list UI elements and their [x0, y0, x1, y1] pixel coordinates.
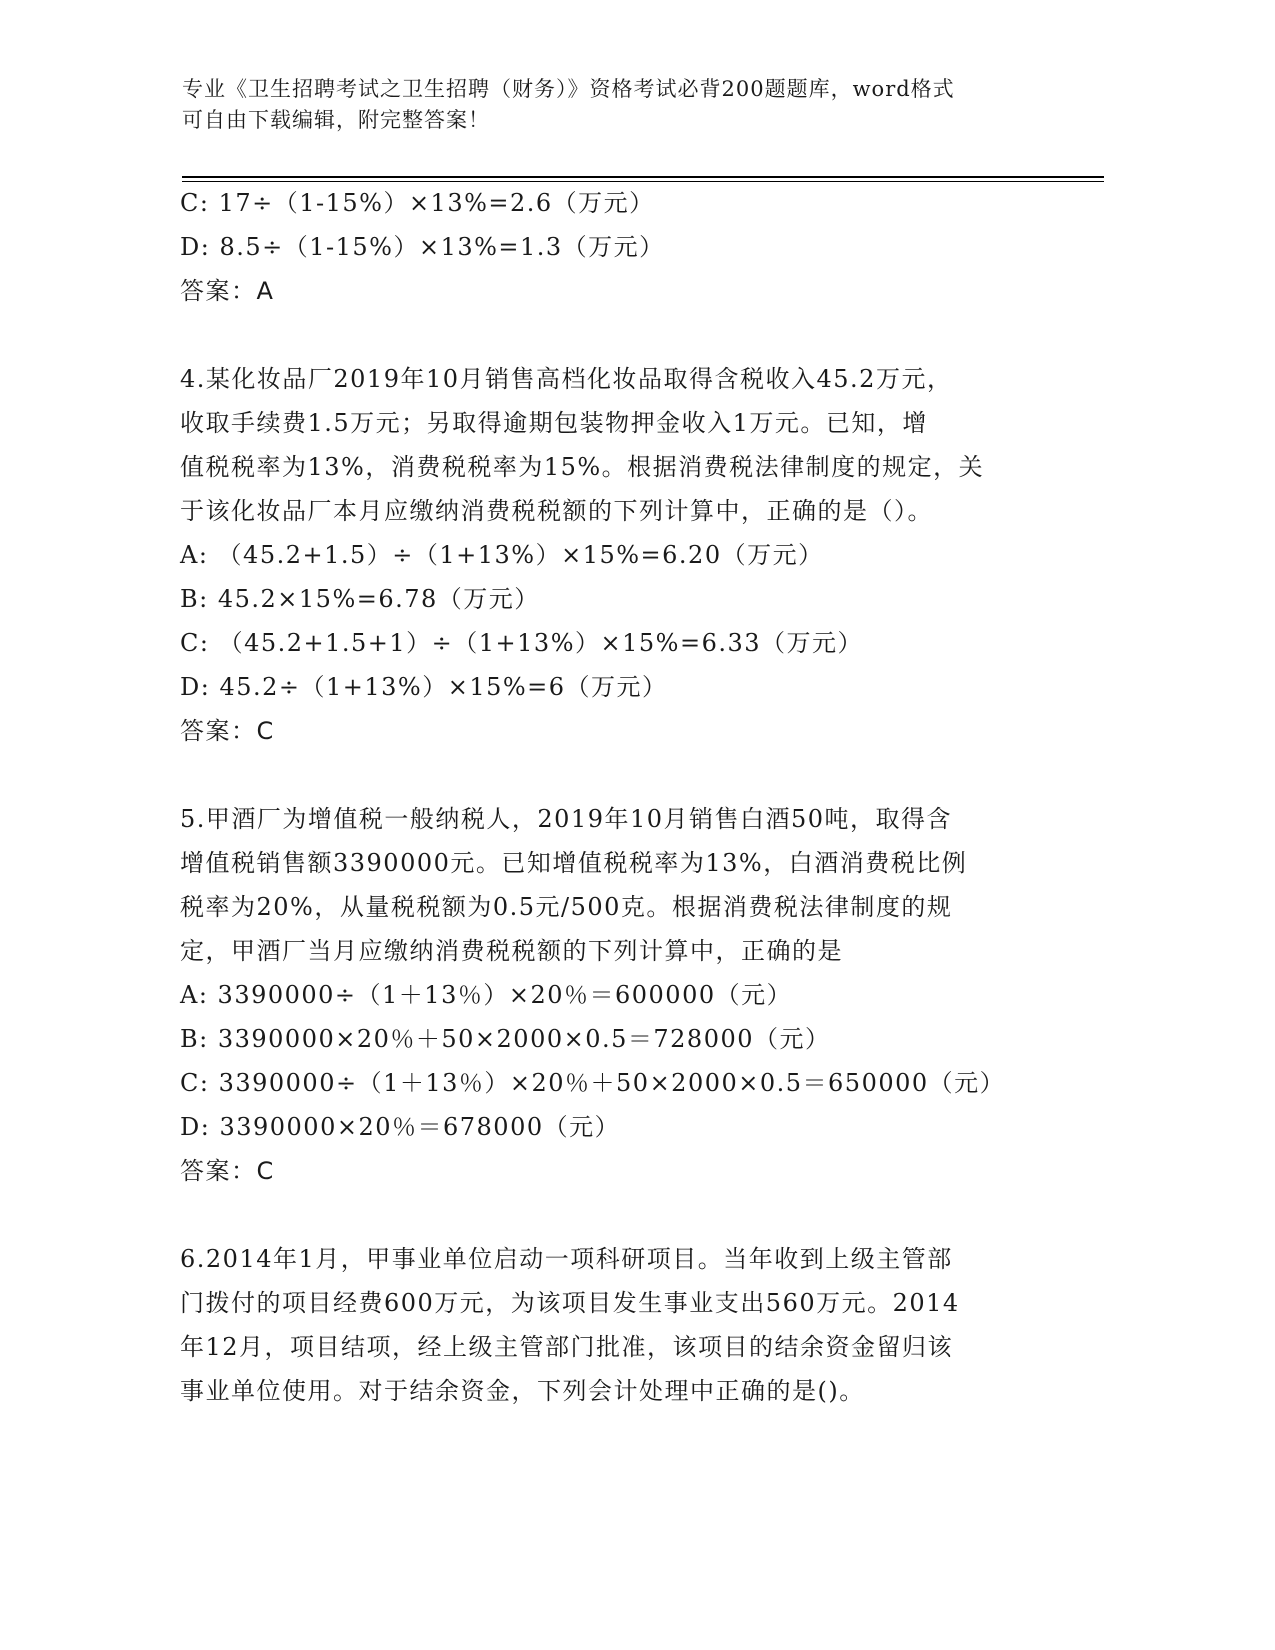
- question-text-line: 4.某化妆品厂2019年10月销售高档化妆品取得含税收入45.2万元，: [180, 365, 953, 393]
- question-text-line: 增值税销售额3390000元。已知增值税税率为13%，白酒消费税比例: [180, 849, 968, 877]
- question-4: [180, 357, 1040, 753]
- option-c: C: 17÷（1-15%）×13%=2.6（万元）: [180, 189, 655, 217]
- question-text-line: 税率为20%，从量税税额为0.5元/500克。根据消费税法律制度的规: [180, 893, 953, 921]
- document-body: [180, 181, 1040, 1413]
- option-d: D: 8.5÷（1-15%）×13%=1.3（万元）: [180, 233, 665, 261]
- option-a: A: （45.2+1.5）÷（1+13%）×15%=6.20（万元）: [180, 541, 824, 569]
- question-3-tail: [180, 181, 1040, 313]
- question-text-line: 5.甲酒厂为增值税一般纳税人，2019年10月销售白酒50吨，取得含: [180, 805, 953, 833]
- question-6: [180, 1237, 1040, 1413]
- spacer: [180, 753, 1040, 797]
- answer: 答案：C: [180, 717, 275, 745]
- answer: 答案：A: [180, 277, 275, 305]
- header-divider-thick: [182, 176, 1104, 178]
- answer: 答案：C: [180, 1157, 275, 1185]
- header-line-2: 可自由下载编辑，附完整答案！: [182, 108, 490, 132]
- question-text-line: 收取手续费1.5万元；另取得逾期包装物押金收入1万元。已知，增: [180, 409, 928, 437]
- option-b: B: 3390000×20％＋50×2000×0.5＝728000（元）: [180, 1025, 831, 1053]
- option-c: C: （45.2+1.5+1）÷（1+13%）×15%=6.33（万元）: [180, 629, 864, 657]
- option-d: D: 3390000×20％＝678000（元）: [180, 1113, 621, 1141]
- spacer: [180, 1193, 1040, 1237]
- document-header: [182, 74, 1062, 136]
- question-5: [180, 797, 1040, 1193]
- question-text-line: 门拨付的项目经费600万元，为该项目发生事业支出560万元。2014: [180, 1289, 960, 1317]
- option-b: B: 45.2×15%=6.78（万元）: [180, 585, 540, 613]
- question-text-line: 事业单位使用。对于结余资金，下列会计处理中正确的是()。: [180, 1377, 865, 1405]
- question-text-line: 定，甲酒厂当月应缴纳消费税税额的下列计算中，正确的是: [180, 937, 843, 965]
- spacer: [180, 313, 1040, 357]
- question-text-line: 年12月，项目结项，经上级主管部门批准，该项目的结余资金留归该: [180, 1333, 954, 1361]
- question-text-line: 于该化妆品厂本月应缴纳消费税税额的下列计算中，正确的是（）。: [180, 497, 933, 525]
- question-text-line: 值税税率为13%，消费税税率为15%。根据消费税法律制度的规定，关: [180, 453, 985, 481]
- option-a: A: 3390000÷（1＋13％）×20％＝600000（元）: [180, 981, 793, 1009]
- question-text-line: 6.2014年1月，甲事业单位启动一项科研项目。当年收到上级主管部: [180, 1245, 953, 1273]
- header-line-1: 专业《卫生招聘考试之卫生招聘（财务）》资格考试必背200题题库，word格式: [182, 77, 955, 101]
- option-d: D: 45.2÷（1+13%）×15%=6（万元）: [180, 673, 668, 701]
- option-c: C: 3390000÷（1＋13％）×20％＋50×2000×0.5＝650000（元）: [180, 1069, 1006, 1097]
